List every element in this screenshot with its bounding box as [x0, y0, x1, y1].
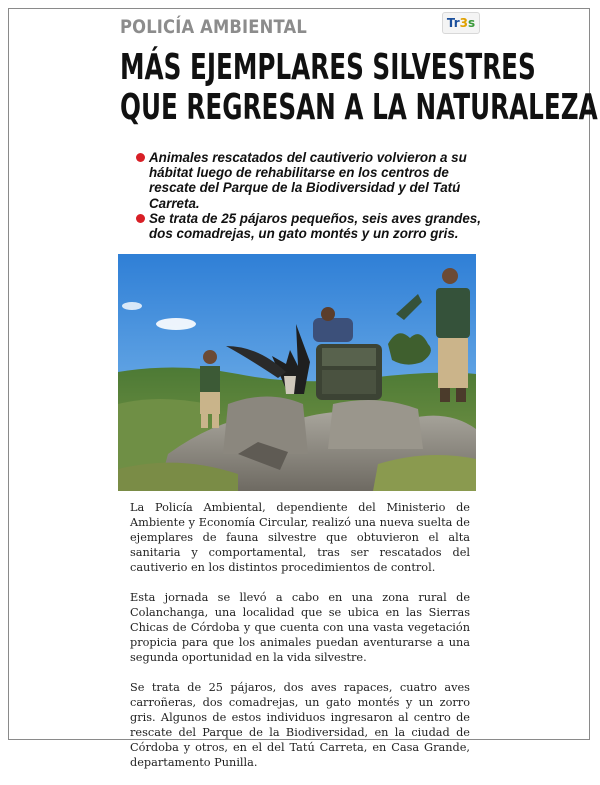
logo-part-3: s — [468, 16, 476, 30]
lead-item — [136, 150, 496, 211]
lead-item — [136, 211, 496, 241]
section-label: POLICÍA AMBIENTAL — [120, 16, 307, 38]
body-paragraph: Esta jornada se llevó a cabo en una zona rural de Colanchanga, una localidad que se ubica en las Sierras Chicas de Córdoba y que cuenta con una vasta vegetación propicia para que los animales puedan aventurarse a una segunda oportunidad en la vida silvestre. — [130, 591, 470, 664]
logo-part-2: 3 — [459, 16, 468, 30]
red-bullet-icon — [136, 214, 145, 223]
article-body — [130, 500, 470, 785]
lead-item-text: Se trata de 25 pájaros pequeños, seis aves grandes, dos comadrejas, un gato montés y un zorro gris. — [149, 210, 481, 242]
logo-part-1: Tr — [446, 16, 460, 30]
headline-line-1: MÁS EJEMPLARES SILVESTRES — [120, 47, 536, 88]
headline — [120, 48, 598, 128]
article-photo — [118, 254, 476, 491]
body-paragraph: Se trata de 25 pájaros, dos aves rapaces, cuatro aves carroñeras, dos comadrejas, un gato montés y un zorro gris. Algunos de estos individuos ingresaron al centro de rescate del Parque de la Biodiversidad, en la ciudad de Córdoba y otros, en el del Tatú Carreta, en Casa Grande, departamento Punilla. — [130, 681, 470, 769]
red-bullet-icon — [136, 153, 145, 162]
lead-list — [136, 150, 496, 241]
publication-logo — [442, 12, 480, 34]
body-paragraph: La Policía Ambiental, dependiente del Ministerio de Ambiente y Economía Circular, realizó una nueva suelta de ejemplares de fauna silvestre que obtuvieron el alta sanitaria y comportamental, tras ser rescatados del cautiverio en los distintos procedimientos de control. — [130, 501, 470, 574]
lead-item-text: Animales rescatados del cautiverio volvieron a su hábitat luego de rehabilitarse en los centros de rescate del Parque de la Biodiversidad y del Tatú Carreta. — [149, 150, 467, 211]
headline-line-2: QUE REGRESAN A LA NATURALEZA — [120, 87, 598, 128]
